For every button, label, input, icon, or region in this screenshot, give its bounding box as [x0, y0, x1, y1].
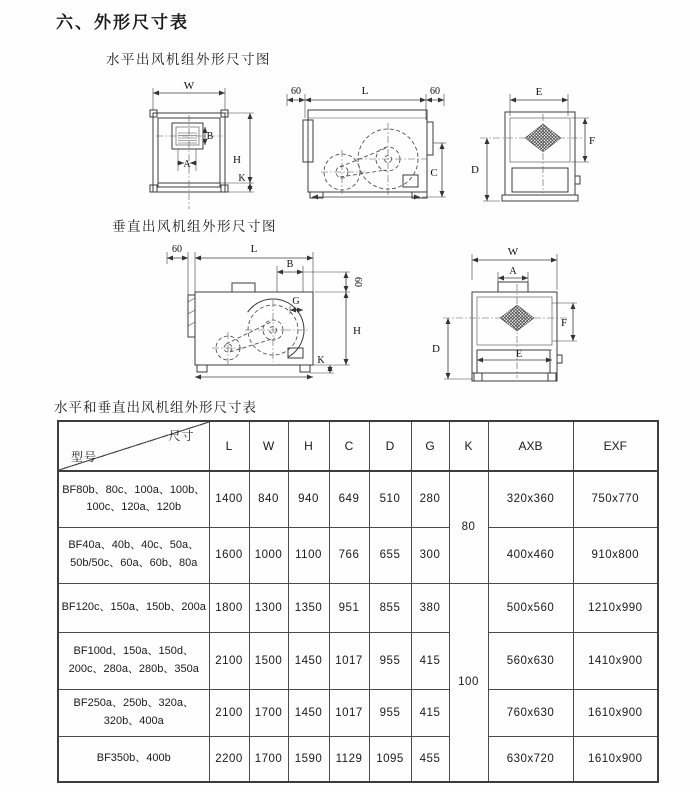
dim-cell-exf: 1610x900 — [573, 736, 658, 782]
dim-cell-c: 1129 — [329, 736, 369, 782]
dim-label-b: B — [206, 131, 214, 142]
dim-cell-l: 1600 — [209, 527, 249, 583]
dim-cell-exf: 1610x900 — [573, 689, 658, 736]
horizontal-end-view-drawing — [442, 78, 615, 218]
corner-header-cell — [58, 421, 209, 471]
model-cell: BF100d、150a、150d、200c、280a、280b、350a — [58, 632, 209, 689]
model-cell: BF40a、40b、40c、50a、50b/50c、60a、60b、80a — [58, 527, 209, 583]
col-header-c: C — [329, 421, 369, 471]
dim-label-k: K — [238, 173, 246, 184]
dim-label-e: E — [515, 349, 523, 360]
dim-label-a: A — [509, 266, 517, 277]
corner-label-size: 尺寸 — [168, 429, 195, 443]
dim-label-w: W — [183, 80, 195, 92]
model-cell: BF250a、250b、320a、320b、400a — [58, 689, 209, 736]
table-row — [58, 689, 658, 736]
dim-cell-axb: 500x560 — [488, 583, 573, 632]
dim-cell-d: 510 — [369, 471, 411, 527]
k-merged-cell: 100 — [449, 583, 488, 782]
cabinet-outline — [303, 110, 433, 198]
dim-cell-w: 1000 — [249, 527, 288, 583]
model-cell: BF120c、150a、150b、200a — [58, 583, 209, 632]
dim-cell-w: 840 — [249, 471, 288, 527]
dim-label-c: C — [430, 167, 438, 179]
dim-label-k: K — [317, 355, 325, 366]
dim-cell-exf: 1410x900 — [573, 632, 658, 689]
dimension-lines — [287, 94, 446, 197]
fan-impeller — [212, 299, 310, 366]
dim-cell-g: 415 — [411, 632, 449, 689]
dim-cell-c: 1017 — [329, 689, 369, 736]
dim-cell-h: 1350 — [288, 583, 329, 632]
dim-label-60-left: 60 — [291, 86, 301, 97]
dim-label-f: F — [588, 135, 596, 147]
table-row — [58, 736, 658, 782]
col-header-axb: AXB — [488, 421, 573, 471]
dim-label-l: L — [250, 243, 258, 255]
dim-label-60-right: 60 — [430, 86, 440, 97]
dim-cell-exf: 1210x990 — [573, 583, 658, 632]
dim-label-h: H — [233, 154, 241, 166]
col-header-d: D — [369, 421, 411, 471]
dim-label-60-right: 60 — [352, 277, 363, 287]
horizontal-front-view-drawing — [126, 78, 260, 220]
dim-label-g: G — [292, 296, 300, 307]
dim-cell-d: 655 — [369, 527, 411, 583]
table-row — [58, 471, 658, 527]
dim-cell-l: 1800 — [209, 583, 249, 632]
model-cell: BF80b、80c、100a、100b、100c、120a、120b — [58, 471, 209, 527]
dim-cell-w: 1300 — [249, 583, 288, 632]
dim-cell-h: 1100 — [288, 527, 329, 583]
fan-impeller — [321, 123, 427, 195]
col-header-g: G — [411, 421, 449, 471]
dim-label-l: L — [361, 85, 369, 97]
col-header-h: H — [288, 421, 329, 471]
dim-cell-exf: 910x800 — [573, 527, 658, 583]
dim-cell-g: 415 — [411, 689, 449, 736]
dim-cell-h: 940 — [288, 471, 329, 527]
dim-cell-g: 380 — [411, 583, 449, 632]
dim-label-60-left: 60 — [172, 244, 182, 255]
dim-label-d: D — [471, 164, 479, 176]
dim-cell-c: 951 — [329, 583, 369, 632]
col-header-k: K — [449, 421, 488, 471]
dim-cell-exf: 750x770 — [573, 471, 658, 527]
dim-label-b: B — [286, 259, 294, 270]
dim-label-h: H — [353, 325, 361, 337]
dim-label-d: D — [432, 343, 440, 355]
dimension-table — [57, 420, 659, 783]
dim-cell-h: 1590 — [288, 736, 329, 782]
vertical-side-view-drawing — [110, 236, 382, 398]
dim-cell-h: 1450 — [288, 689, 329, 736]
col-header-exf: EXF — [573, 421, 658, 471]
table-heading: 水平和垂直出风机组外形尺寸表 — [54, 400, 257, 415]
col-header-l: L — [209, 421, 249, 471]
dim-label-a: A — [183, 159, 191, 170]
page-title: 六、外形尺寸表 — [56, 13, 189, 32]
dim-cell-g: 280 — [411, 471, 449, 527]
dim-cell-g: 300 — [411, 527, 449, 583]
dim-cell-d: 955 — [369, 689, 411, 736]
dim-cell-h: 1450 — [288, 632, 329, 689]
k-merged-cell: 80 — [449, 471, 488, 583]
dim-cell-c: 649 — [329, 471, 369, 527]
dim-label-w: W — [507, 246, 519, 258]
header-row — [58, 421, 658, 471]
dim-cell-d: 955 — [369, 632, 411, 689]
dim-cell-l: 1400 — [209, 471, 249, 527]
dim-cell-d: 855 — [369, 583, 411, 632]
dimension-lines — [483, 94, 589, 201]
dim-cell-axb: 560x630 — [488, 632, 573, 689]
dim-cell-axb: 630x720 — [488, 736, 573, 782]
dim-cell-d: 1095 — [369, 736, 411, 782]
table-row — [58, 583, 658, 632]
subtitle-horizontal-unit: 水平出风机组外形尺寸图 — [106, 52, 271, 67]
dim-cell-l: 2100 — [209, 689, 249, 736]
dim-cell-c: 766 — [329, 527, 369, 583]
table-row — [58, 632, 658, 689]
table-row — [58, 527, 658, 583]
dim-cell-c: 1017 — [329, 632, 369, 689]
dim-label-e: E — [535, 86, 543, 98]
dim-cell-w: 1700 — [249, 689, 288, 736]
dim-label-f: F — [560, 317, 568, 329]
col-header-w: W — [249, 421, 288, 471]
dim-cell-w: 1700 — [249, 736, 288, 782]
dim-cell-axb: 400x460 — [488, 527, 573, 583]
dim-cell-w: 1500 — [249, 632, 288, 689]
dim-cell-l: 2200 — [209, 736, 249, 782]
dim-cell-g: 455 — [411, 736, 449, 782]
model-cell: BF350b、400b — [58, 736, 209, 782]
subtitle-vertical-unit: 垂直出风机组外形尺寸图 — [112, 219, 277, 234]
dim-cell-axb: 760x630 — [488, 689, 573, 736]
vertical-end-view-drawing — [423, 236, 641, 388]
dim-cell-axb: 320x360 — [488, 471, 573, 527]
dim-cell-l: 2100 — [209, 632, 249, 689]
corner-label-model: 型号 — [71, 450, 98, 464]
